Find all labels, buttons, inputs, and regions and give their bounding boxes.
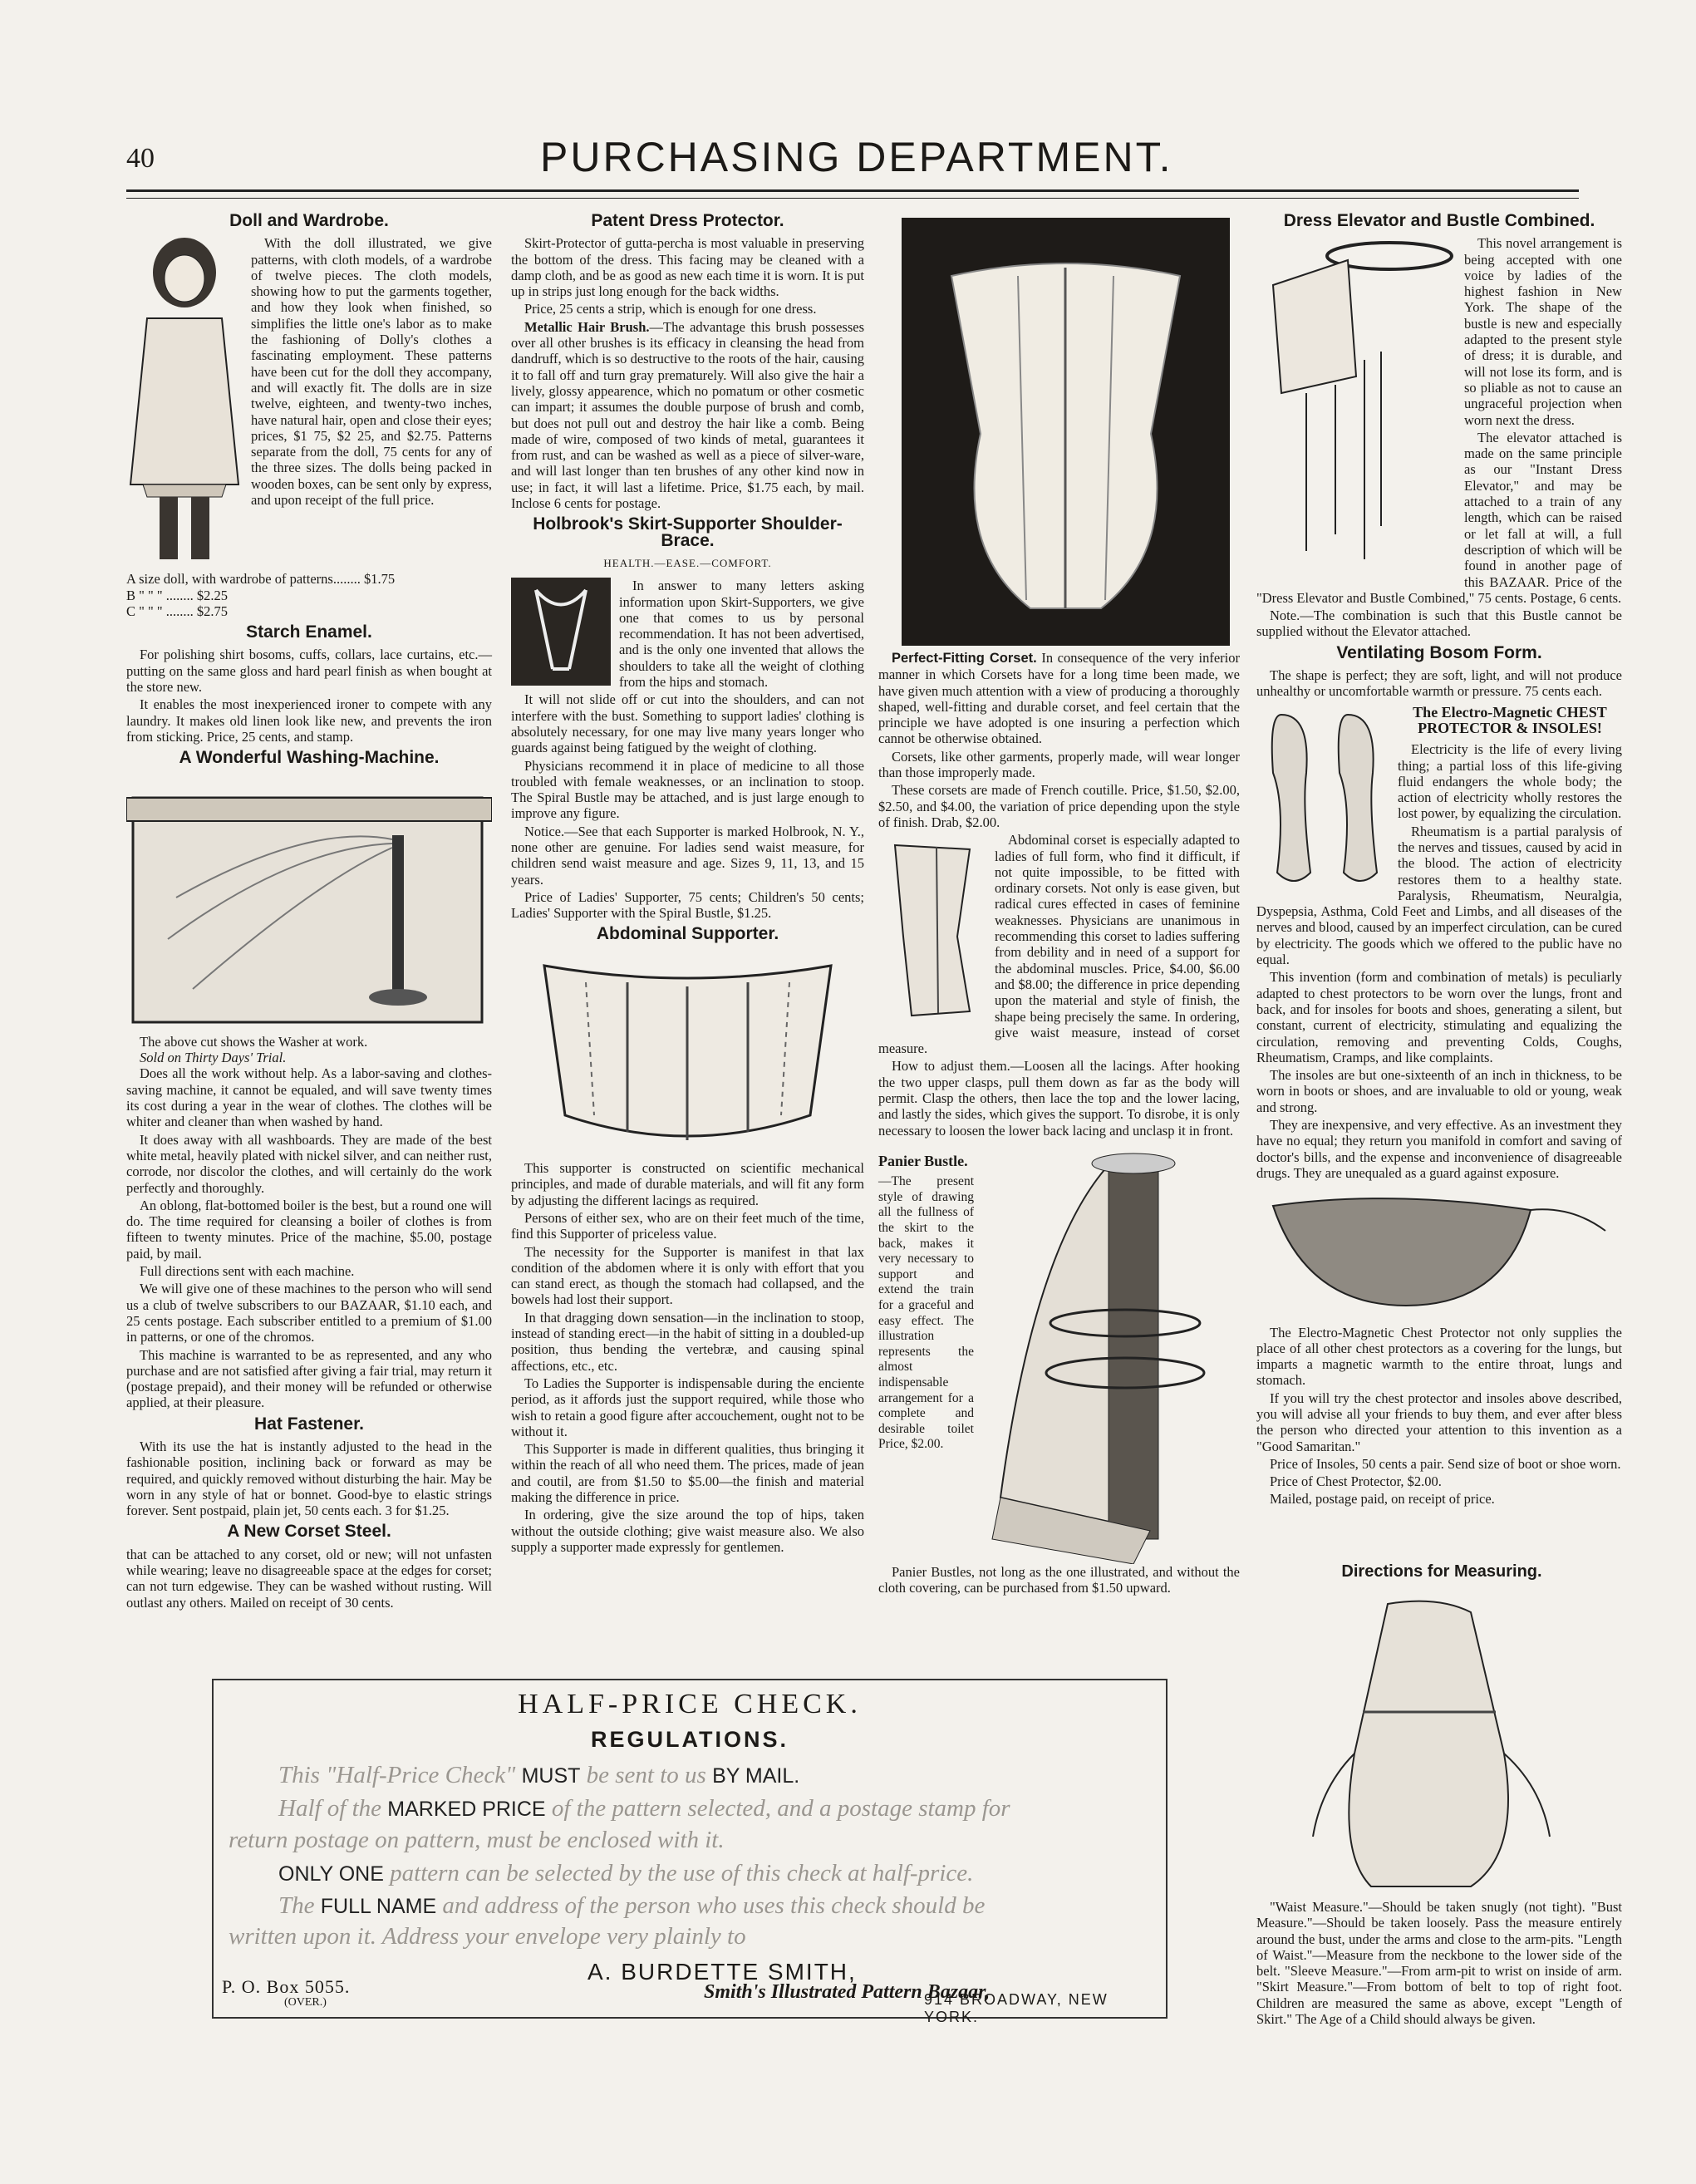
- dress-elevator-illustration: [1256, 235, 1456, 576]
- insoles-illustration: [1256, 706, 1389, 893]
- check-line-4a: ONLY ONE: [278, 1862, 384, 1886]
- doll-price-a: A size doll, with wardrobe of patterns........ $1.75: [126, 571, 396, 588]
- panier-block: [878, 1149, 974, 1453]
- check-line-1b: MUST: [521, 1764, 581, 1788]
- protector-text: Skirt-Protector of gutta-percha is most valuable in preserving the bottom of the dress. This facing may be cleaned with a damp cloth, and be as good as new each time it is worn. It is put up in strips just long enough for the back widths.: [511, 235, 864, 300]
- chest-text-5: Mailed, postage paid, on receipt of price.: [1270, 1491, 1495, 1508]
- abdominal-text-3: The necessity for the Supporter is manifest in that lax condition of the abdomen where it is only with effort that you can stand erect, as though the stomach had collapsed, and the bowels had lost their support.: [511, 1243, 864, 1308]
- hat-text: With its use the hat is instantly adjusted to the head in the fashionable position, inclining back or forward as may be required, and quickly removed without disturbing the hair. May be worn in any style of hat or bonnet. Good-bye to elastic strings forever. Sent postpaid, plain jet, 50 cents each. 3 for $1.25.: [126, 1438, 492, 1519]
- header-rule-thin: [126, 198, 1579, 199]
- washer-text-5: We will give one of these machines to the person who will send us a club of twelve subscribers to our BAZAAR, $1.10 each, and 25 cents postage. Each subscriber entitled to a premium of $1.00 in patterns, or one of the chromos.: [126, 1281, 492, 1345]
- check-line-1c: be sent to us: [586, 1762, 706, 1788]
- corset-text-2: Corsets, like other garments, properly made, will wear longer than those improperly made.: [878, 748, 1240, 781]
- holbrook-text: In answer to many letters asking information upon Skirt-Supporters, we give one that comes to us by personal recommendation. It has not been advertised, and is the only one invented that allows the shoulders to take all the weight of clothing from the hips and stomach.: [619, 578, 864, 691]
- doll-price-b: B " " " ........ $2.25: [126, 587, 228, 603]
- check-name: A. BURDETTE SMITH,: [587, 1959, 857, 1985]
- chest-text-2: If you will try the chest protector and insoles above described, you will advise all your friends to buy them, and ever after bless the person who directed your attention to this invention as a "Good Samaritan.": [1256, 1390, 1622, 1454]
- corset-text-3: These corsets are made of French coutille. Price, $1.50, $2.00, $2.50, and $4.00, the variation of price depending upon the style of finish. Drab, $2.00.: [878, 782, 1240, 830]
- check-line-1a: This "Half-Price Check": [278, 1762, 516, 1788]
- measure-text: "Waist Measure."—Should be taken snugly (not tight). "Bust Measure."—Should be taken loosely. Pass the measure entirely around the bust, under the arms and close to the arm-pits. "Length of Waist."—Measure from the neckbone to the lower side of the belt. "Sleeve Measure."—From arm-pit to wrist on inside of arm. "Skirt Measure."—From bottom of belt to top of right foot. Children are measured the same as above, except "Length of Skirt." The Age of a Child should always be given.: [1256, 1899, 1622, 2028]
- abdominal-text: This supporter is constructed on scientific mechanical principles, and made of durable materials, and will fit any form by adjusting the different lacings as required.: [511, 1160, 864, 1208]
- abdominal-text-4: In that dragging down sensation—in the inclination to stoop, instead of standing erect—in the habit of sitting in a doubled-up position, thus bending the vertebræ, and causing spinal affections, etc., etc.: [511, 1309, 864, 1374]
- check-line-2a: Half of the: [278, 1795, 382, 1822]
- adjust-text: How to adjust them.—Loosen all the lacings. After hooking the two upper clasps, pull them down as far as the body will permit. Clasp the others, then lace the top and the lower lacing, and lastly the sides, which gives the support. To disrobe, it is only necessary to loosen the lower back lacing and unclasp it in front.: [878, 1058, 1240, 1139]
- check-line-2c: of the pattern selected, and a postage stamp for: [551, 1795, 1010, 1822]
- steel-text: that can be attached to any corset, old or new; will not unfasten while wearing; leave no disagreeable space at the edges for corset; can not turn edgewise. They can be washed without rusting. Will outlast any others. Mailed on receipt of 30 cents.: [126, 1546, 492, 1611]
- holbrook-text-4: Notice.—See that each Supporter is marked Holbrook, N. Y., none other are genuine. For ladies send waist measure, for children send waist measure and age. Sizes 9, 11, 13, and 15 years.: [511, 823, 864, 888]
- bosom-text: The shape is perfect; they are soft, light, and will not produce unhealthy or uncomfortable warmth or pressure. 75 cents each.: [1256, 667, 1622, 700]
- check-line-5b: FULL NAME: [320, 1895, 437, 1918]
- elevator-text-2: The elevator attached is made on the same principle as our "Instant Dress Elevator," and may be attached to a train of any length, which can be raised or let fall at will, a full description of which will be found in another page of this BAZAAR. Price of the "Dress Elevator and Bustle Combined," 75 cents. Postage, 6 cents.: [1256, 429, 1622, 606]
- check-title: HALF-PRICE CHECK.: [518, 1689, 862, 1719]
- check-over: (OVER.): [284, 1996, 327, 2009]
- page-title: PURCHASING DEPARTMENT.: [540, 134, 1173, 180]
- holbrook-text-2: It will not slide off or cut into the shoulders, and can not interfere with the bust. Something to support ladies' clothing is absolutely necessary, for one may live many years longer who guards against being fatigued by the weight of clothing.: [511, 691, 864, 756]
- chest-protector-illustration: [1256, 1189, 1622, 1314]
- panier-bustle-illustration: [984, 1149, 1233, 1564]
- electro-text-4: The insoles are but one-sixteenth of an inch in thickness, to be worn in boots or shoes, and are invaluable to old or young, weak and strong.: [1256, 1067, 1622, 1115]
- chest-text-3: Price of Insoles, 50 cents a pair. Send size of boot or shoe worn.: [1270, 1455, 1621, 1472]
- abdominal-text-2: Persons of either sex, who are on their feet much of the time, find this Supporter of priceless value.: [511, 1209, 864, 1242]
- corset-title: Perfect-Fitting Corset.: [892, 651, 1037, 666]
- check-line-5c: and address of the person who uses this check should be: [442, 1892, 986, 1919]
- brush-title: Metallic Hair Brush.: [524, 318, 650, 335]
- holbrook-text-5: Price of Ladies' Supporter, 75 cents; Children's 50 cents; Ladies' Supporter with the Spiral Bustle, $1.25.: [511, 888, 864, 922]
- check-line-3: return postage on pattern, must be enclosed with it.: [229, 1827, 725, 1853]
- electro-text-2: Rheumatism is a partial paralysis of the nerves and tissues, caused by acid in the blood. The action of electricity restores them to a healthy state. Paralysis, Rheumatism, Neuralgia, Dyspepsia, Asthma, Cold Feet and Limbs, and all diseases of the nerves and blood, caused by an imperfect circulation, can be cured by electricity. The goods which we offered to the public have no equal.: [1256, 823, 1622, 968]
- panier-title: Panier Bustle.: [878, 1152, 968, 1169]
- holbrook-text-3: Physicians recommend it in place of medicine to all those troubled with female weaknesses, or an inclination to stoop. The Spiral Bustle may be attached, and is just large enough to improve any figure.: [511, 757, 864, 822]
- washer-title: A Wonderful Washing-Machine.: [179, 748, 440, 768]
- elevator-note: Note.—The combination is such that this Bustle cannot be supplied without the Elevator attached.: [1256, 607, 1622, 640]
- washer-text-6: This machine is warranted to be as represented, and any who purchase and are not satisfied after giving a fair trial, may return it (postage prepaid), and their money will be refunded or otherwise applied, at their pleasure.: [126, 1346, 492, 1411]
- check-subtitle: REGULATIONS.: [591, 1727, 789, 1752]
- doll-title: Doll and Wardrobe.: [229, 211, 389, 230]
- corset-paragraph: [878, 650, 1240, 747]
- panier-text-2: Panier Bustles, not long as the one illustrated, and without the cloth covering, can be purchased from $1.50 upward.: [878, 1563, 1240, 1596]
- check-line-4b: pattern can be selected by the use of this check at half-price.: [390, 1860, 974, 1886]
- page-number: 40: [126, 143, 155, 174]
- column-1: [126, 208, 492, 1612]
- steel-title: A New Corset Steel.: [227, 1522, 391, 1542]
- brush-paragraph: [511, 319, 864, 512]
- column-2: [511, 208, 864, 1557]
- doll-illustration: [126, 235, 243, 568]
- hat-title: Hat Fastener.: [254, 1414, 364, 1434]
- check-line-5: [278, 1892, 985, 1920]
- starch-text-2: It enables the most inexperienced ironer to compete with any laundry. It makes old linen look like new, and prevents the iron from sticking. Price, 25 cents, and stamp.: [126, 696, 492, 745]
- washer-text-3: An oblong, flat-bottomed boiler is the best, but a round one will do. The time required for cleansing a boiler of clothes is from fifteen to twenty minutes. Price of the machine, $5.00, postage paid, by mail.: [126, 1197, 492, 1262]
- chest-text-4: Price of Chest Protector, $2.00.: [1270, 1473, 1442, 1490]
- abdominal-text-6: This Supporter is made in different qualities, thus bringing it within the reach of all who need them. The prices, made of jean and coutil, are from $1.50 to $5.00—the finish and material making the difference in price.: [511, 1441, 864, 1505]
- check-line-6: written upon it. Address your envelope very plainly to: [229, 1923, 746, 1950]
- washer-text-2: It does away with all washboards. They are made of the best white metal, heavily plated with nickel silver, and can neither rust, corrode, nor discolor the clothes, and will certainly do the work perfectly and thoroughly.: [126, 1131, 492, 1196]
- bosom-title: Ventilating Bosom Form.: [1336, 642, 1542, 662]
- electro-text: Electricity is the life of every living thing; a partial loss of this life-giving fluid endangers the whole body; the action of electricity wholly restores the lost power, by equalizing the circulation.: [1398, 741, 1622, 822]
- protector-title: Patent Dress Protector.: [591, 211, 784, 230]
- holbrook-title: Holbrook's Skirt-Supporter Shoulder-Brace.: [533, 514, 843, 550]
- check-box: P. O. Box 5055.: [222, 1976, 351, 1997]
- doll-price-c: C " " " ........ $2.75: [126, 603, 228, 619]
- column-4: [1256, 208, 1622, 1509]
- elevator-text: This novel arrangement is being accepted with one voice by ladies of the highest fashion in New York. The shape of the bustle is new and especially adapted to the present style of dress; it is durable, and will not lose its form, and is so pliable as not to cause an ungraceful projection when worn next the dress.: [1464, 235, 1622, 428]
- check-address: 914 BROADWAY, NEW YORK.: [924, 1991, 1109, 2025]
- panier-text: —The present style of drawing all the fullness of the skirt to the back, makes it very necessary to support and extend the train for a graceful and easy effect. The illustration represents the almost indispensable arrangement for a complete and desirable toilet Price, $2.00.: [878, 1174, 974, 1452]
- half-price-check: [212, 1679, 1168, 2025]
- brush-text: —The advantage this brush possesses over all other brushes is its efficacy in cleansing the head from dandruff, which is so destructive to the roots of the hair, causing it to fall off and turn gray prematurely. Will also give the hair a lively, glossy appearence, which no pomatum or other cosmetic can impart; it assumes the double purpose of brush and comb, but does not pull out and destroy the hair like a comb. Being made of wire, composed of two kinds of metal, guarantees it from rust, and can be washed as well as a piece of silver-ware, and will last longer than ten brushes of any other kind now in use; in fact, it will last a lifetime. Price, $1.75 each, by mail. Inclose 6 cents for postage.: [511, 318, 864, 512]
- electro-title: The Electro-Magnetic CHEST PROTECTOR & INSOLES!: [1413, 703, 1607, 736]
- corset-illustration: [902, 218, 1230, 646]
- check-line-5a: The: [278, 1892, 315, 1919]
- protector-price: Price, 25 cents a strip, which is enough for one dress.: [524, 301, 817, 317]
- elevator-title: Dress Elevator and Bustle Combined.: [1283, 211, 1595, 230]
- check-line-1d: BY MAIL.: [712, 1764, 800, 1788]
- measure-title: Directions for Measuring.: [1341, 1562, 1542, 1581]
- corset-text: In consequence of the very inferior manner in which Corsets have for a long time been made, we have given much attention with a view of producing a thoroughly shaped, well-fitting and durable corset, and feel certain that the principle we have adopted is one insuring a perfection which cannot be otherwise obtained.: [878, 650, 1240, 747]
- electro-text-5: They are inexpensive, and very effective. As an investment they have no equal; they return you manifold in comfort and saving of doctor's bills, and the expense and inconvenience of disagreeable drugs. They are unequaled as a guard against exposure.: [1256, 1117, 1622, 1181]
- check-bazaar: Smith's Illustrated Pattern Bazaar,: [704, 1981, 991, 2003]
- abdominal-corset-text: Abdominal corset is especially adapted to ladies of full form, who find it difficult, if not quite impossible, to be fitted with ordinary corsets. Not only is ease given, but radical cures effected in cases of feminine weaknesses. Physicians are unanimous in recommending this corset to ladies suffering from debility and in need of a support for the abdominal muscles. Price, $4.00, $6.00 and $8.00; the difference in price depending upon the material and style of finish, the shape being precisely the same. In ordering, give waist measure, instead of corset measure.: [878, 832, 1240, 1057]
- washing-machine-illustration: [126, 773, 492, 1031]
- abdominal-text-5: To Ladies the Supporter is indispensable during the enciente period, as it affords just the support required, while those who wish to retain a good figure after accouchement, ought not to be without it.: [511, 1375, 864, 1439]
- washer-text: Does all the work without help. As a labor-saving and clothes-saving machine, it cannot be equaled, and will save twenty times its cost during a year in the wear of clothes. The clothes will be whiter and cleaner than when washed by hand.: [126, 1065, 492, 1130]
- check-line-2b: MARKED PRICE: [387, 1798, 546, 1821]
- holbrook-subtitle: HEALTH.—EASE.—COMFORT.: [603, 556, 772, 569]
- measuring-illustration: [1305, 1587, 1554, 1895]
- skirt-supporter-illustration: [511, 578, 611, 686]
- check-line-4: [278, 1860, 973, 1887]
- abdominal-text-7: In ordering, give the size around the top of hips, taken without the outside clothing; give waist measure also. We also supply a supporter made expressly for gentlemen.: [511, 1507, 864, 1555]
- abdominal-corset-illustration: [878, 837, 986, 1024]
- chest-text: The Electro-Magnetic Chest Protector not only supplies the place of all other chest protectors as a covering for the lungs, but imparts a magnetic warmth to the entire throat, lungs and stomach.: [1256, 1324, 1622, 1389]
- abdominal-title: Abdominal Supporter.: [596, 924, 779, 944]
- starch-text: For polishing shirt bosoms, cuffs, collars, lace curtains, etc.—putting on the same gloss and hard pearl finish as when bought at the store new.: [126, 647, 492, 696]
- starch-title: Starch Enamel.: [246, 622, 372, 642]
- washer-trial: Sold on Thirty Days' Trial.: [140, 1050, 287, 1066]
- doll-text: With the doll illustrated, we give patterns, with cloth models, of a wardrobe of twelve pieces. The cloth models, showing how to put the garments together, and how they look when finished, so simplifies the little one's labor as to make the fashioning of Dolly's clothes a fascinating employment. These patterns have been cut for the doll they accompany, and will exactly fit. The dolls are in size twelve, eighteen, and twenty-two inches, have natural hair, open and close their eyes; prices, $1 75, $2 25, and $2.75. Patterns separate from the doll, 75 cents for any of the three sizes. The dolls being packed in wooden boxes, can be sent only by express, and upon receipt of the full price.: [251, 235, 492, 509]
- column-3: [878, 650, 1240, 1598]
- electro-text-3: This invention (form and combination of metals) is peculiarly adapted to chest protectors to be worn over the lungs, front and back, and for insoles for boots and shoes, generating a silent, but constant, current of electricity, stimulating and equalizing the circulation, removing and preventing Colds, Coughs, Rheumatism, Cramps, and like complaints.: [1256, 969, 1622, 1065]
- header-rule: [126, 189, 1579, 192]
- measure-block: [1256, 1899, 1622, 2029]
- check-line-1: [278, 1762, 799, 1789]
- washer-caption: The above cut shows the Washer at work.: [140, 1033, 368, 1050]
- washer-text-4: Full directions sent with each machine.: [140, 1263, 355, 1280]
- abdominal-supporter-illustration: [511, 949, 864, 1157]
- check-line-2: [278, 1795, 1010, 1822]
